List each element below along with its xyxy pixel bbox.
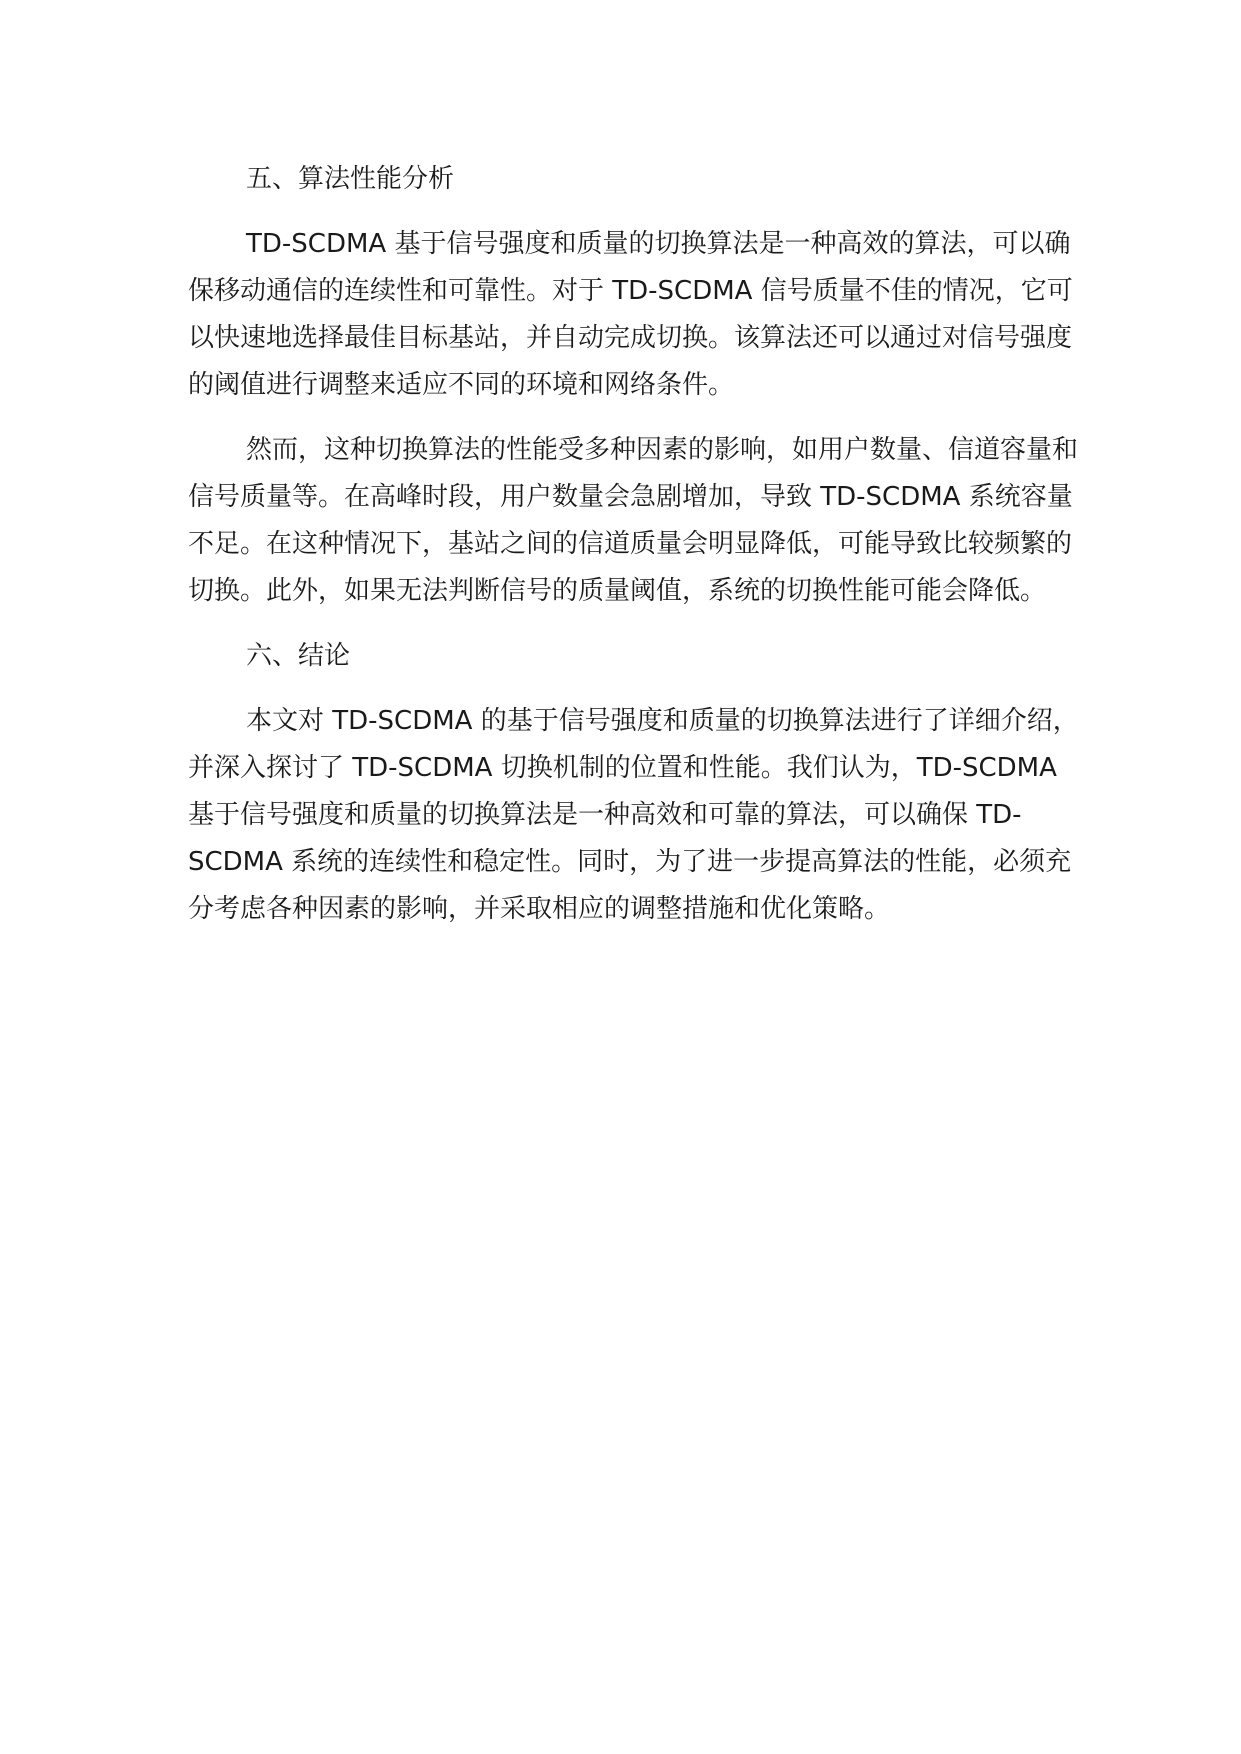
paragraph-performance-overview: TD-SCDMA 基于信号强度和质量的切换算法是一种高效的算法，可以确保移动通信的连续性和可靠性。对于 TD-SCDMA 信号质量不佳的情况，它可以快速地选择最佳目标基站，并自动完成切换。该算法还可以通过对信号强度的阈值进行调整来适应不同的环境和网络条件。: [188, 229, 1073, 400]
section-heading-performance: 五、算法性能分析: [246, 164, 455, 194]
paragraph-conclusion: 本文对 TD-SCDMA 的基于信号强度和质量的切换算法进行了详细介绍，并深入探讨了 TD-SCDMA 切换机制的位置和性能。我们认为，TD-SCDMA 基于信号强度和质量的切换算法是一种高效和可靠的算法，可以确保 TD-SCDMA 系统的连续性和稳定性。同时，为了进一步提高算法的性能，必须充分考虑各种因素的影响，并采取相应的调整措施和优化策略。: [188, 706, 1079, 924]
section-heading-conclusion: 六、结论: [246, 641, 351, 671]
document-body: [188, 156, 1088, 933]
paragraph-performance-factors: 然而，这种切换算法的性能受多种因素的影响，如用户数量、信道容量和信号质量等。在高峰时段，用户数量会急剧增加，导致 TD-SCDMA 系统容量不足。在这种情况下，基站之间的信道质量会明显降低，可能导致比较频繁的切换。此外，如果无法判断信号的质量阈值，系统的切换性能可能会降低。: [188, 435, 1079, 606]
